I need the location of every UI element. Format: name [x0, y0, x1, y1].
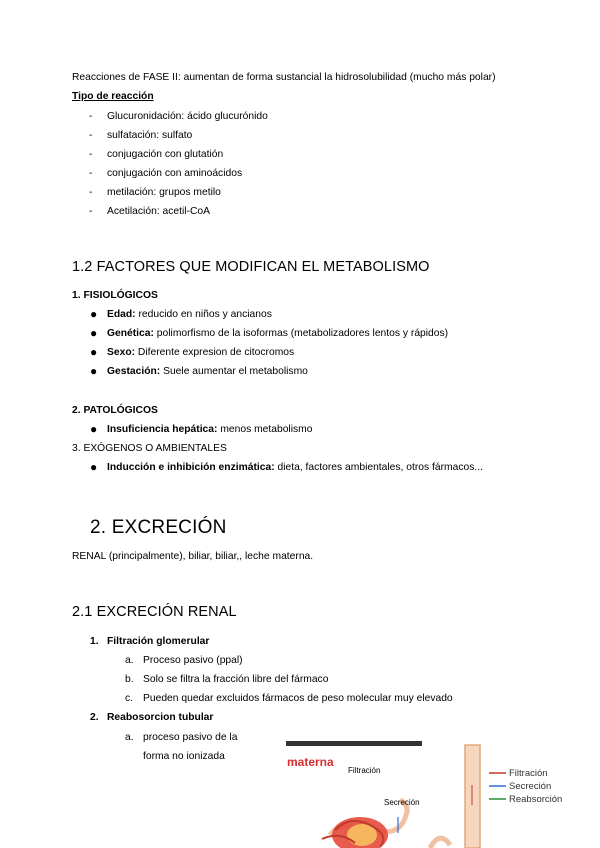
list-item: sulfatación: sulfato — [107, 130, 193, 141]
bullet: ● — [90, 460, 98, 474]
list-item: Glucuronidación: ácido glucurónido — [107, 111, 268, 122]
cropped-text-fragment — [286, 741, 422, 746]
secrecion-label: Secreción — [384, 798, 420, 807]
list-dash: - — [89, 187, 93, 198]
list-item: metilación: grupos metilo — [107, 187, 221, 198]
list-item: conjugación con glutatión — [107, 149, 224, 160]
section-2-1-heading: 2.1 EXCRECIÓN RENAL — [72, 604, 237, 620]
renal-item-title: Reabosorcion tubular — [107, 712, 214, 723]
legend-filtracion: Filtración — [509, 768, 548, 779]
patologicos-heading: 2. PATOLÓGICOS — [72, 405, 158, 416]
sub-item: forma no ionizada — [143, 751, 225, 762]
tipo-reaccion-heading: Tipo de reacción — [72, 91, 154, 102]
sub-letter: a. — [125, 655, 134, 666]
exogenos-heading: 3. EXÓGENOS O AMBIENTALES — [72, 443, 227, 454]
bullet: ● — [90, 326, 98, 340]
fisiologico-item: Edad: reducido en niños y ancianos — [107, 309, 272, 320]
nephron-figure — [280, 735, 600, 848]
list-item: Acetilación: acetil-CoA — [107, 206, 211, 217]
sub-item: proceso pasivo de la — [143, 732, 238, 743]
sub-item: Proceso pasivo (ppal) — [143, 655, 243, 666]
renal-item-num: 2. — [90, 712, 99, 723]
sub-letter: b. — [125, 674, 134, 685]
bullet: ● — [90, 307, 98, 321]
fisiologico-item: Sexo: Diferente expresion de citocromos — [107, 347, 295, 358]
bullet: ● — [90, 422, 98, 436]
excrecion-paragraph: RENAL (principalmente), biliar, biliar,, leche materna. — [72, 551, 314, 562]
tubule-2 — [430, 838, 450, 848]
nephron-diagram — [280, 735, 600, 848]
section-2-heading: 2. EXCRECIÓN — [90, 517, 227, 538]
fisiologico-item: Genética: polimorfismo de la isoformas (metabolizadores lentos y rápidos) — [107, 328, 449, 339]
patologico-item: Insuficiencia hepática: menos metabolismo — [107, 424, 313, 435]
renal-item-title: Filtración glomerular — [107, 636, 210, 647]
sub-letter: c. — [125, 693, 134, 704]
list-dash: - — [89, 111, 93, 122]
bullet: ● — [90, 345, 98, 359]
bullet: ● — [90, 364, 98, 378]
sub-letter: a. — [125, 732, 134, 743]
section-1-2-heading: 1.2 FACTORES QUE MODIFICAN EL METABOLISMO — [72, 259, 430, 275]
filtracion-label: Filtración — [348, 766, 381, 775]
list-dash: - — [89, 206, 93, 217]
list-dash: - — [89, 130, 93, 141]
list-dash: - — [89, 168, 93, 179]
intro-paragraph: Reacciones de FASE II: aumentan de forma sustancial la hidrosolubilidad (mucho más polar) — [72, 72, 496, 83]
renal-item-num: 1. — [90, 636, 99, 647]
legend-reabsorcion: Reabsorción — [509, 794, 563, 805]
exogeno-item: Inducción e inhibición enzimática: dieta, factores ambientales, otros fármacos... — [107, 462, 483, 473]
fisiologico-item: Gestación: Suele aumentar el metabolismo — [107, 366, 308, 377]
list-dash: - — [89, 149, 93, 160]
fisiologicos-heading: 1. FISIOLÓGICOS — [72, 290, 158, 301]
sub-item: Pueden quedar excluidos fármacos de peso molecular muy elevado — [143, 693, 453, 704]
materna-label: materna — [287, 755, 334, 769]
legend-secrecion: Secreción — [509, 781, 552, 792]
list-item: conjugación con aminoácidos — [107, 168, 243, 179]
sub-item: Solo se filtra la fracción libre del fármaco — [143, 674, 329, 685]
